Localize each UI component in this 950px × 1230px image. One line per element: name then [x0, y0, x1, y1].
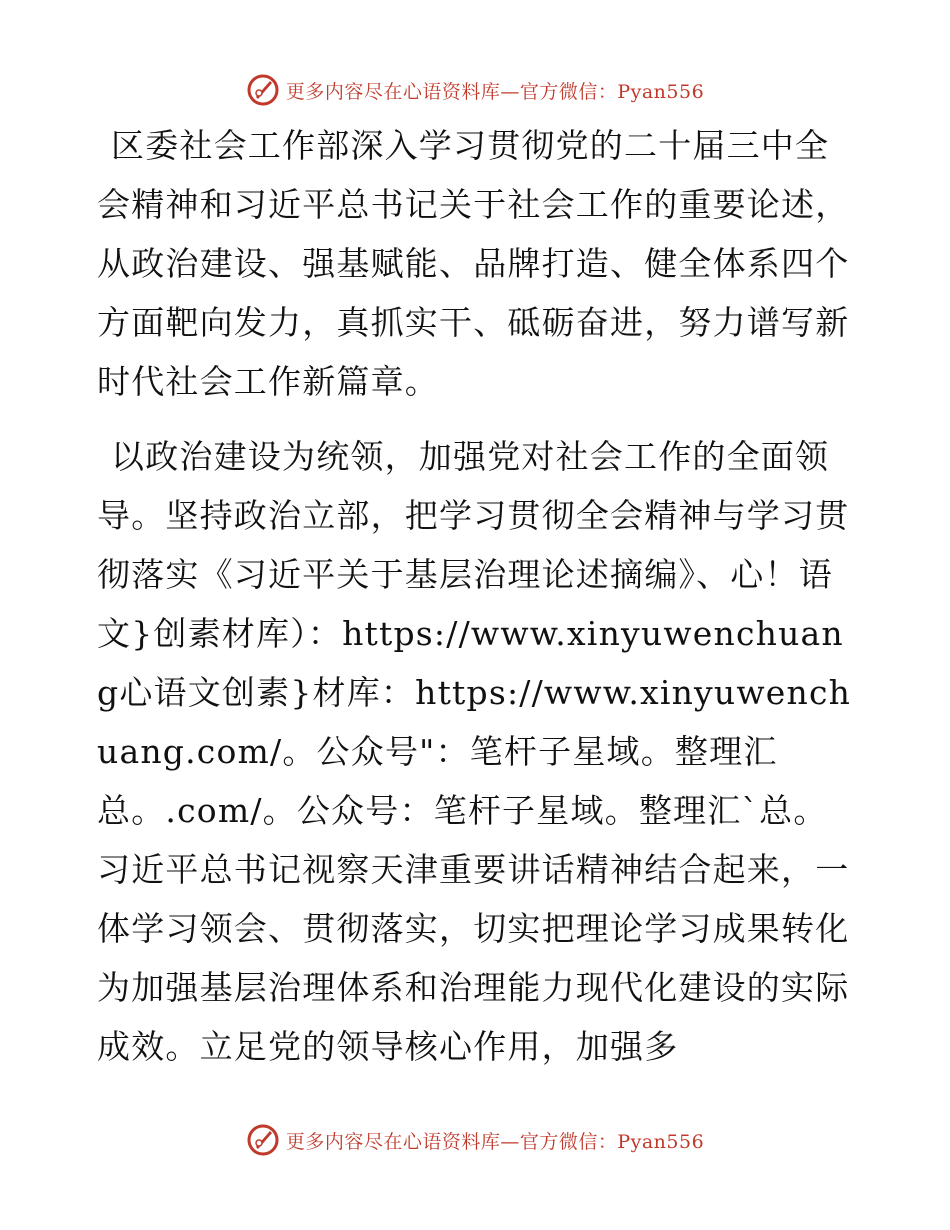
paragraph-intro: 区委社会工作部深入学习贯彻党的二十届三中全会精神和习近平总书记关于社会工作的重要论述，从政治建设、强基赋能、品牌打造、健全体系四个方面靶向发力，真抓实干、砥砺奋进，努力谱写新时代社会工作新篇章。 [97, 126, 850, 401]
footer-banner-text: 更多内容尽在心语资料库—官方微信：Pyan556 [285, 1130, 705, 1153]
quill-pen-circle-icon [246, 73, 280, 107]
header-banner-text: 更多内容尽在心语资料库—官方微信：Pyan556 [285, 80, 705, 103]
page-footer-banner [0, 1120, 950, 1160]
quill-pen-circle-icon [246, 1123, 280, 1157]
document-body [97, 116, 855, 1076]
paragraph-political-construction: 以政治建设为统领，加强党对社会工作的全面领导。坚持政治立部，把学习贯彻全会精神与学习贯彻落实《习近平关于基层治理论述摘编》、心！语文}创素材库）：https://www.xinyuwenchuang心语文创素}材库：https://www.xinyuwenchuang.com/。公众号"：笔杆子星域。整理汇总。.com/。公众号：笔杆子星域。整理汇`总。习近平总书记视察天津重要讲话精神结合起来，一体学习领会、贯彻落实，切实把理论学习成果转化为加强基层治理体系和治理能力现代化建设的实际成效。立足党的领导核心作用，加强多 [97, 437, 852, 1066]
page-header-banner [0, 70, 950, 110]
